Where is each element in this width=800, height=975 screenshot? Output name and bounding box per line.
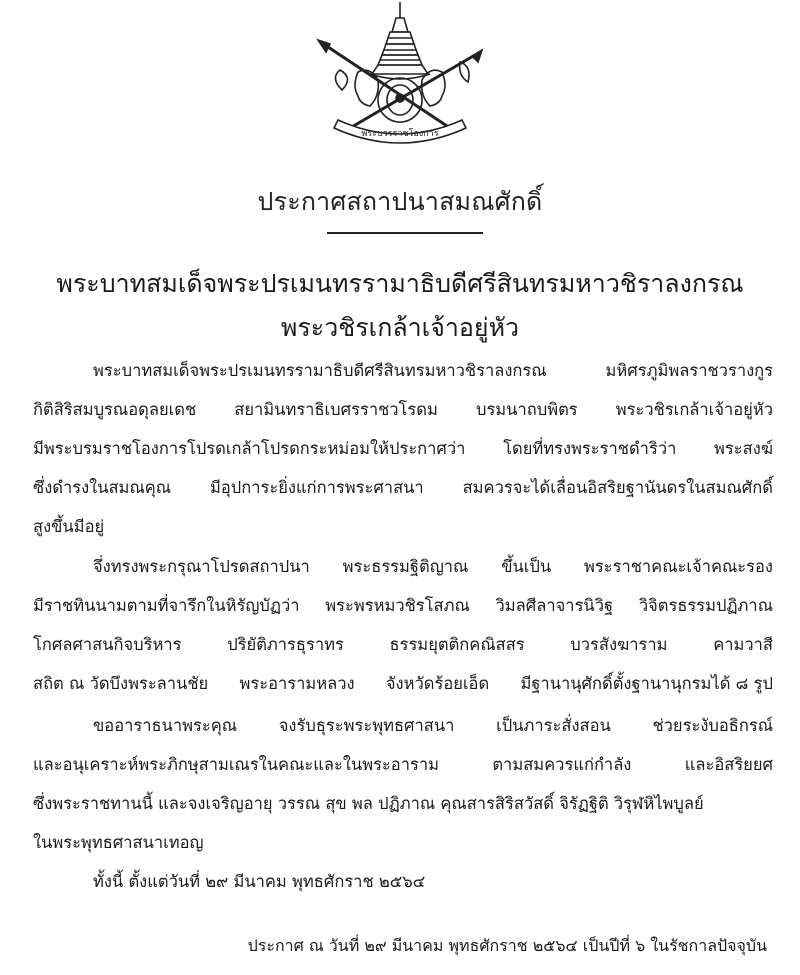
text-segment: ปริยัติภารธุราทร xyxy=(227,635,344,654)
text-segment: ช่วยระงับอธิกรณ์ xyxy=(652,716,773,735)
paragraph-2-line-3 xyxy=(33,629,773,660)
paragraph-2-line-1 xyxy=(93,551,773,582)
text-segment: สมควรจะได้เลื่อนอิสริยฐานันดรในสมณศักดิ์ xyxy=(462,478,773,497)
text-segment: โดยที่ทรงพระราชดำริว่า xyxy=(503,439,677,458)
text-segment: วิจิตรธรรมปฏิภาณ xyxy=(638,596,773,615)
text-segment: จึ่งทรงพระกรุณาโปรดสถาปนา xyxy=(93,557,310,576)
text-segment: บวรสังฆาราม xyxy=(570,635,668,654)
text-segment: ขออาราธนาพระคุณ xyxy=(93,716,238,735)
effective-date-text: ทั้งนี้ ตั้งแต่วันที่ ๒๙ มีนาคม พุทธศักราช ๒๕๖๔ xyxy=(93,872,426,891)
text-segment: พระราชาคณะเจ้าคณะรอง xyxy=(583,557,773,576)
title-divider xyxy=(327,232,483,234)
text-segment: จงรับธุระพระพุทธศาสนา xyxy=(278,716,455,735)
text-segment: กิติสิริสมบูรณอดุลยเดช xyxy=(33,400,197,419)
paragraph-3-line-3 xyxy=(33,788,773,819)
text-segment: สถิต ณ วัดบึงพระลานชัย xyxy=(33,674,209,693)
text-segment: พระธรรมฐิติญาณ xyxy=(342,557,469,576)
text-segment: มีฐานานุศักดิ์ตั้งฐานานุกรมได้ ๘ รูป xyxy=(520,674,773,693)
text-segment: พระบาทสมเด็จพระปรเมนทรรามาธิบดีศรีสินทรมหาวชิราลงกรณ xyxy=(93,361,547,380)
proclamation-signoff-date: ประกาศ ณ วันที่ ๒๙ มีนาคม พุทธศักราช ๒๕๖๔ เป็นปีที่ ๖ ในรัชกาลปัจจุบัน xyxy=(247,936,767,955)
text-segment: โกศลศาสนกิจบริหาร xyxy=(33,635,182,654)
paragraph-3-line-1 xyxy=(93,710,773,741)
paragraph-1-line-4 xyxy=(33,472,773,503)
text-segment: พระสงฆ์ xyxy=(714,439,773,458)
text-segment: จังหวัดร้อยเอ็ด xyxy=(385,674,490,693)
text-segment: ตามสมควรแก่กำลัง xyxy=(492,755,632,774)
page-title: ประกาศสถาปนาสมณศักดิ์ xyxy=(257,187,543,216)
text-segment: มีราชทินนามตามที่จารึกในหิรัญบัฏว่า xyxy=(33,596,300,615)
text-segment: ซึ่งพระราชทานนี้ และจงเจริญอายุ วรรณ สุข พล ปฏิภาณ คุณสารสิริสวัสดิ์ จิรัฏฐิติ วิรุฬหิไพบูลย์ xyxy=(33,794,704,813)
text-segment: มหิศรภูมิพลราชวรางกูร xyxy=(605,361,773,380)
text-segment: บรมนาถบพิตร xyxy=(475,400,578,419)
heading-line-1: พระบาทสมเด็จพระปรเมนทรรามาธิบดีศรีสินทรมหาวชิราลงกรณ xyxy=(56,269,744,298)
text-segment: พระพรหมวชิรโสภณ xyxy=(325,596,470,615)
emblem-ribbon-text: พระบวรราชโองการ xyxy=(361,129,439,139)
text-segment: และอนุเคราะห์พระภิกษุสามเณรในคณะและในพระอาราม xyxy=(33,755,439,774)
text-segment: มีอุปการะยิ่งแก่การพระศาสนา xyxy=(210,478,424,497)
text-segment: ขึ้นเป็น xyxy=(501,557,552,576)
text-segment: เป็นภาระสั่งสอน xyxy=(496,716,611,735)
text-segment: ธรรมยุตติกคณิสสร xyxy=(389,635,525,654)
paragraph-3-line-4 xyxy=(33,827,204,858)
text-segment: ในพระพุทธศาสนาเทอญ xyxy=(33,833,204,852)
paragraph-2-line-2 xyxy=(33,590,773,621)
paragraph-3-line-2 xyxy=(33,749,773,780)
text-segment: วิมลศีลาจารนิวิฐ xyxy=(495,596,614,615)
heading-line-2: พระวชิรเกล้าเจ้าอยู่หัว xyxy=(280,313,520,342)
paragraph-1-line-3 xyxy=(33,433,773,464)
text-segment: พระวชิรเกล้าเจ้าอยู่หัว xyxy=(615,400,773,419)
effective-date-line xyxy=(93,866,425,897)
royal-emblem-icon xyxy=(300,0,500,148)
text-segment: มีพระบรมราชโองการโปรดเกล้าโปรดกระหม่อมให้ประกาศว่า xyxy=(33,439,466,458)
text-segment: พระอารามหลวง xyxy=(239,674,355,693)
text-segment: และอิสริยยศ xyxy=(684,755,773,774)
paragraph-1-line-1 xyxy=(93,355,773,386)
text-segment: สยามินทราธิเบศรราชวโรดม xyxy=(234,400,438,419)
paragraph-1-line-2 xyxy=(33,394,773,425)
text-segment: สูงขึ้นมีอยู่ xyxy=(33,517,105,536)
text-segment: คามวาสี xyxy=(713,635,773,654)
paragraph-1-line-5 xyxy=(33,511,104,542)
text-segment: ซึ่งดำรงในสมณคุณ xyxy=(33,478,172,497)
paragraph-2-line-4 xyxy=(33,668,773,699)
